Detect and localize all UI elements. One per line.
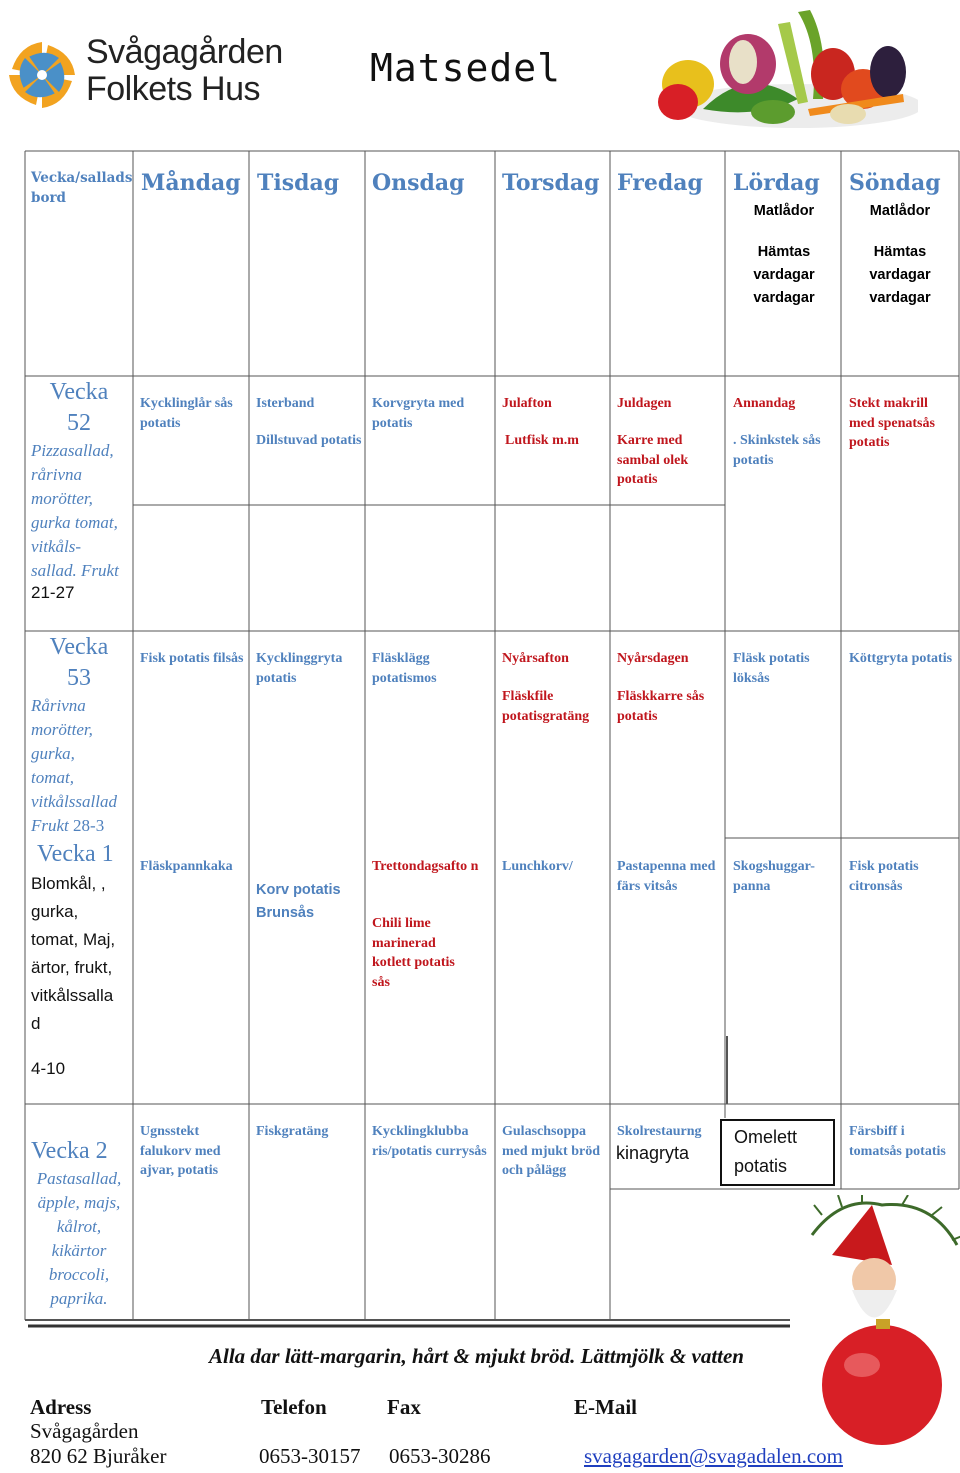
list-item: gurka tomat, <box>31 513 118 532</box>
sunday-subheader <box>850 200 950 310</box>
week1-thursday: Lunchkorv/ <box>502 859 573 874</box>
week-52-salad <box>26 439 132 583</box>
week-1-range: 4-10 <box>31 1059 66 1078</box>
gnome-ornament-picture <box>802 1195 960 1445</box>
week53-monday: Fisk potatis filsås <box>140 651 244 666</box>
list-item: sallad. Frukt <box>31 561 119 580</box>
week2-monday: Ugnsstekt falukorv med ajvar, potatis <box>140 1124 221 1178</box>
list-item: Pizzasallad, <box>31 441 114 460</box>
email-link[interactable]: svagagarden@svagadalen.com <box>584 1444 843 1468</box>
saturday-subheader <box>734 200 834 310</box>
list-item: morötter, <box>31 720 93 739</box>
list-item: paprika. <box>50 1289 108 1308</box>
week53-tuesday: Kycklinggryta potatis <box>256 651 343 686</box>
list-item: vitkålssallad <box>31 792 117 811</box>
week2-saturday-a: Omelett <box>734 1127 798 1147</box>
footer-note: Alla dar lätt-margarin, hårt & mjukt bröd. Lättmjölk & vatten <box>209 1344 744 1368</box>
week-1-salad <box>26 870 132 1038</box>
list-item: tomat, <box>31 768 74 787</box>
header-saturday: Lördag <box>733 170 820 196</box>
week1-sunday: Fisk potatis citronsås <box>849 859 919 894</box>
telefon-label: Telefon <box>261 1395 327 1419</box>
week1-wednesday-a: Trettondagsafto n <box>372 859 479 874</box>
week52-friday-b: Karre med sambal olek potatis <box>617 433 689 487</box>
week1-tuesday-a: Korv potatis <box>256 882 341 898</box>
week-1-title: Vecka 1 <box>37 841 114 867</box>
brand-line-1: Svågagården <box>86 33 283 71</box>
saturday-sub-4: vardagar <box>753 290 815 306</box>
week52-tuesday-a: Isterband <box>256 396 315 411</box>
week-2-title: Vecka 2 <box>31 1138 108 1164</box>
page-title: Matsedel <box>370 46 562 90</box>
week53-wednesday: Fläsklägg potatismos <box>372 651 437 686</box>
list-item: kålrot, <box>56 1217 102 1236</box>
week-52-column <box>26 377 132 603</box>
list-item: broccoli, <box>48 1265 110 1284</box>
week-53-range: 28-3 <box>73 816 105 835</box>
week52-tuesday-b: Dillstuvad potatis <box>256 433 362 448</box>
vegetables-picture <box>648 4 918 134</box>
header-sunday: Söndag <box>849 170 941 196</box>
week1-friday: Pastapenna med färs vitsås <box>617 859 716 894</box>
list-item: Rårivna <box>31 696 86 715</box>
week53-saturday: Fläsk potatis löksås <box>733 651 810 686</box>
list-item: vitkålssalla <box>31 986 114 1005</box>
week-53-fruit: Frukt <box>31 816 69 835</box>
week2-tuesday: Fiskgratäng <box>256 1124 329 1139</box>
header-tuesday: Tisdag <box>257 170 340 196</box>
telefon-value: 0653-30157 <box>259 1444 361 1468</box>
brand-logo <box>6 34 281 116</box>
week2-saturday-box <box>720 1119 835 1186</box>
week1-saturday: Skogshuggar-panna <box>733 859 815 894</box>
week1-tuesday-b: Brunsås <box>256 905 315 921</box>
list-item: gurka, <box>31 902 79 921</box>
sunday-sub-2: Hämtas <box>873 244 927 260</box>
adress-line-1: Svågagården <box>30 1419 139 1443</box>
week-2-column <box>26 1136 132 1311</box>
list-item: Pastasallad, <box>36 1169 122 1188</box>
list-item: Blomkål, , <box>31 874 106 893</box>
week2-friday-b: kinagryta <box>616 1143 690 1163</box>
header-week-salad: Vecka/sallads bord <box>31 170 133 206</box>
week53-thursday-b: Fläskfile potatisgratäng <box>502 689 590 724</box>
adress-label: Adress <box>30 1395 92 1419</box>
week-52-title-a: Vecka <box>49 379 109 405</box>
week2-friday-a: Skolrestaurng <box>617 1124 702 1139</box>
list-item: ärtor, frukt, <box>31 958 113 977</box>
header-monday: Måndag <box>141 170 241 196</box>
week53-sunday: Köttgryta potatis <box>849 651 953 666</box>
sunday-sub-1: Matlådor <box>869 203 931 219</box>
list-item: rårivna <box>31 465 82 484</box>
logo-pinwheel-icon <box>6 36 78 114</box>
week2-sunday: Färsbiff i tomatsås potatis <box>849 1124 946 1159</box>
week-2-salad <box>26 1167 132 1311</box>
list-item: vitkåls- <box>31 537 82 556</box>
week-52-title-b: 52 <box>67 410 91 436</box>
saturday-sub-3: vardagar <box>753 267 815 283</box>
week52-sunday: Stekt makrill med spenatsås potatis <box>849 396 935 450</box>
list-item: morötter, <box>31 489 93 508</box>
list-item: d <box>31 1014 41 1033</box>
list-item: kikärtor <box>51 1241 107 1260</box>
sunday-sub-3: vardagar <box>869 267 931 283</box>
header-friday: Fredag <box>617 170 703 196</box>
list-item: äpple, majs, <box>37 1193 121 1212</box>
saturday-sub-2: Hämtas <box>757 244 811 260</box>
week52-friday-a: Juldagen <box>617 396 672 411</box>
week-53-column <box>26 632 132 838</box>
week-53-title-b: 53 <box>67 665 91 691</box>
list-item: tomat, Maj, <box>31 930 116 949</box>
week52-thursday-b: Lutfisk m.m <box>505 433 579 448</box>
fax-value: 0653-30286 <box>389 1444 491 1468</box>
week-1-column <box>26 839 132 1038</box>
week53-friday-b: Fläskkarre sås potatis <box>617 689 705 724</box>
list-item <box>31 814 132 838</box>
fax-label: Fax <box>387 1395 421 1419</box>
week-52-range: 21-27 <box>31 583 75 602</box>
week-53-title-a: Vecka <box>49 634 109 660</box>
header-thursday: Torsdag <box>502 170 600 196</box>
week53-friday-a: Nyårsdagen <box>617 651 689 666</box>
sunday-sub-4: vardagar <box>869 290 931 306</box>
week52-saturday-a: Annandag <box>733 396 796 411</box>
saturday-sub-1: Matlådor <box>753 203 815 219</box>
brand-line-2: Folkets Hus <box>86 70 260 108</box>
week1-wednesday-b: Chili lime marinerad kotlett potatis sås <box>372 916 455 990</box>
header-wednesday: Onsdag <box>372 170 465 196</box>
week53-thursday-a: Nyårsafton <box>502 651 569 666</box>
list-item: gurka, <box>31 744 75 763</box>
week52-saturday-b: . Skinkstek sås potatis <box>733 433 821 468</box>
week2-thursday: Gulaschsoppa med mjukt bröd och pålägg <box>502 1124 601 1178</box>
week2-saturday-b: potatis <box>734 1156 788 1176</box>
week-53-salad <box>26 694 132 838</box>
adress-line-2: 820 62 Bjuråker <box>30 1444 167 1468</box>
week1-monday: Fläskpannkaka <box>140 859 233 874</box>
email-label: E-Mail <box>574 1395 637 1419</box>
week52-monday: Kycklinglår sås potatis <box>140 396 233 431</box>
week52-wednesday: Korvgryta med potatis <box>372 396 465 431</box>
week52-thursday-a: Julafton <box>502 396 552 411</box>
week2-wednesday: Kycklingklubba ris/potatis currysås <box>372 1124 487 1159</box>
week1-tuesday <box>256 879 362 925</box>
brand-name <box>86 34 283 108</box>
